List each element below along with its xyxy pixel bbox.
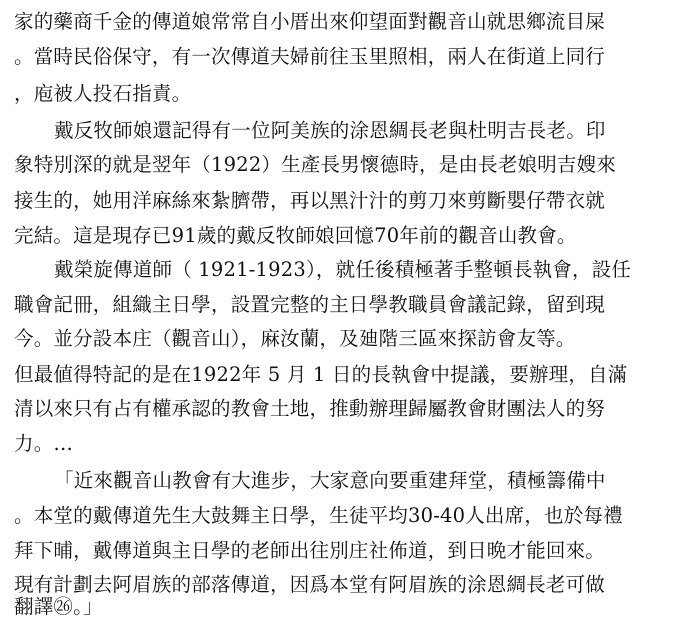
text-line: 完結。這是現存已91歲的戴反牧師娘回憶70年前的觀音山教會。	[14, 224, 577, 247]
text-line: 。當時民俗保守，有一次傳道夫婦前往玉里照相，兩人在街道上同行	[14, 45, 606, 68]
quote-line: 現有計劃去阿眉族的部落傳道，因爲本堂有阿眉族的涂恩綢長老可做	[14, 573, 606, 596]
text-line: ，庖被人投石指責。	[14, 82, 192, 105]
text-line: 家的藥商千金的傳道娘常常自小厝出來仰望面對觀音山就思鄉流目屎	[14, 10, 606, 33]
text-line: 象特別深的就是翌年（1922）生產長男懷德時，是由長老娘明吉嫂來	[14, 153, 617, 176]
quote-line: 。本堂的戴傳道先生大鼓舞主日學，生徒平均30-40人出席，也於每禮	[14, 504, 623, 527]
text-line: 清以來只有占有權承認的教會土地，推動辦理歸屬教會財團法人的努	[14, 397, 606, 420]
paragraph-first-line: 戴榮旋傳道師（ 1921-1923），就任後積極著手整頓長執會，設任	[54, 258, 632, 281]
quote-first-line: 「近來觀音山教會有大進步，大家意向要重建拜堂，積極籌備中	[54, 469, 606, 492]
text-line: 但最値得特記的是在1922年 5 月 1 日的長執會中提議，要辦理，自滿	[14, 363, 628, 386]
quote-line: 翻譯㉖。」	[14, 595, 103, 618]
text-line: 接生的，她用洋麻絲來紮臍帶，再以黑汁汁的剪刀來剪斷嬰仔帶衣就	[14, 189, 606, 212]
text-line: 今。並分設本庄（觀音山），麻汝蘭，及廸階三區來探訪會友等。	[14, 327, 576, 350]
paragraph-first-line: 戴反牧師娘還記得有一位阿美族的涂恩綢長老與杜明吉長老。印	[54, 119, 606, 142]
text-line: 職會記冊，組織主日學，設置完整的主日學教職員會議記錄，留到現	[14, 293, 606, 316]
quote-line: 拜下晡，戴傳道與主日學的老師出往別庄社佈道，到日晩才能回來。	[14, 539, 606, 562]
text-line: 力。…	[14, 432, 74, 455]
